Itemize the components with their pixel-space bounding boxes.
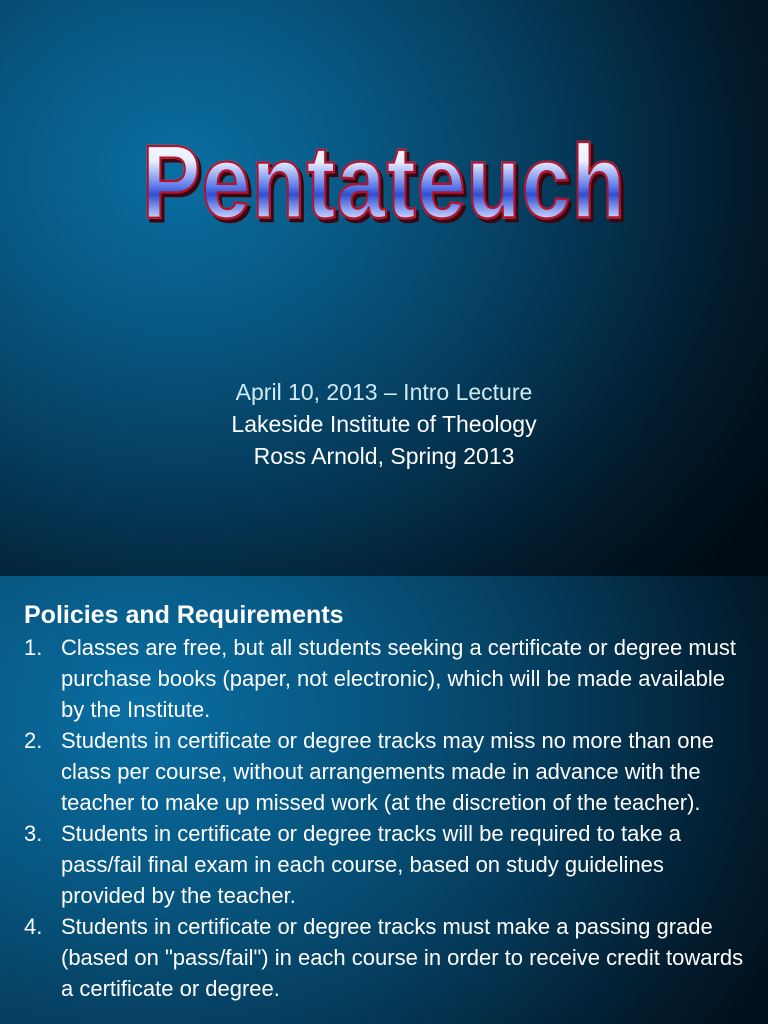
- slide-subtitle: [0, 376, 768, 472]
- slide-title: Pentateuch: [141, 123, 627, 240]
- policies-list: [24, 632, 744, 1004]
- list-item-number: 3.: [24, 821, 43, 846]
- list-item-text: Students in certificate or degree tracks will be required to take a pass/fail final exam in each course, based on study guidelines provided by the teacher.: [61, 821, 681, 908]
- policies-slide: [0, 576, 768, 1024]
- subtitle-date-line: April 10, 2013 – Intro Lecture: [235, 379, 533, 405]
- list-item: [24, 632, 744, 725]
- list-item: [24, 911, 744, 1004]
- list-item-text: Classes are free, but all students seeking a certificate or degree must purchase books (paper, not electronic), which will be made available by the Institute.: [61, 635, 737, 722]
- title-wrap: [0, 123, 768, 240]
- subtitle-institute-line: Lakeside Institute of Theology: [231, 411, 537, 437]
- list-item: [24, 818, 744, 911]
- list-item-number: 1.: [24, 635, 43, 660]
- subtitle-author-line: Ross Arnold, Spring 2013: [253, 443, 515, 469]
- list-item-number: 2.: [24, 728, 43, 753]
- list-item-number: 4.: [24, 914, 43, 939]
- list-item: [24, 725, 744, 818]
- list-item-text: Students in certificate or degree tracks must make a passing grade (based on "pass/fail") in each course in order to receive credit towards a certificate or degree.: [61, 914, 744, 1001]
- list-item-text: Students in certificate or degree tracks may miss no more than one class per course, without arrangements made in advance with the teacher to make up missed work (at the discretion of the teacher).: [61, 728, 714, 815]
- policies-heading: Policies and Requirements: [24, 601, 344, 629]
- policies-content: [24, 598, 744, 1004]
